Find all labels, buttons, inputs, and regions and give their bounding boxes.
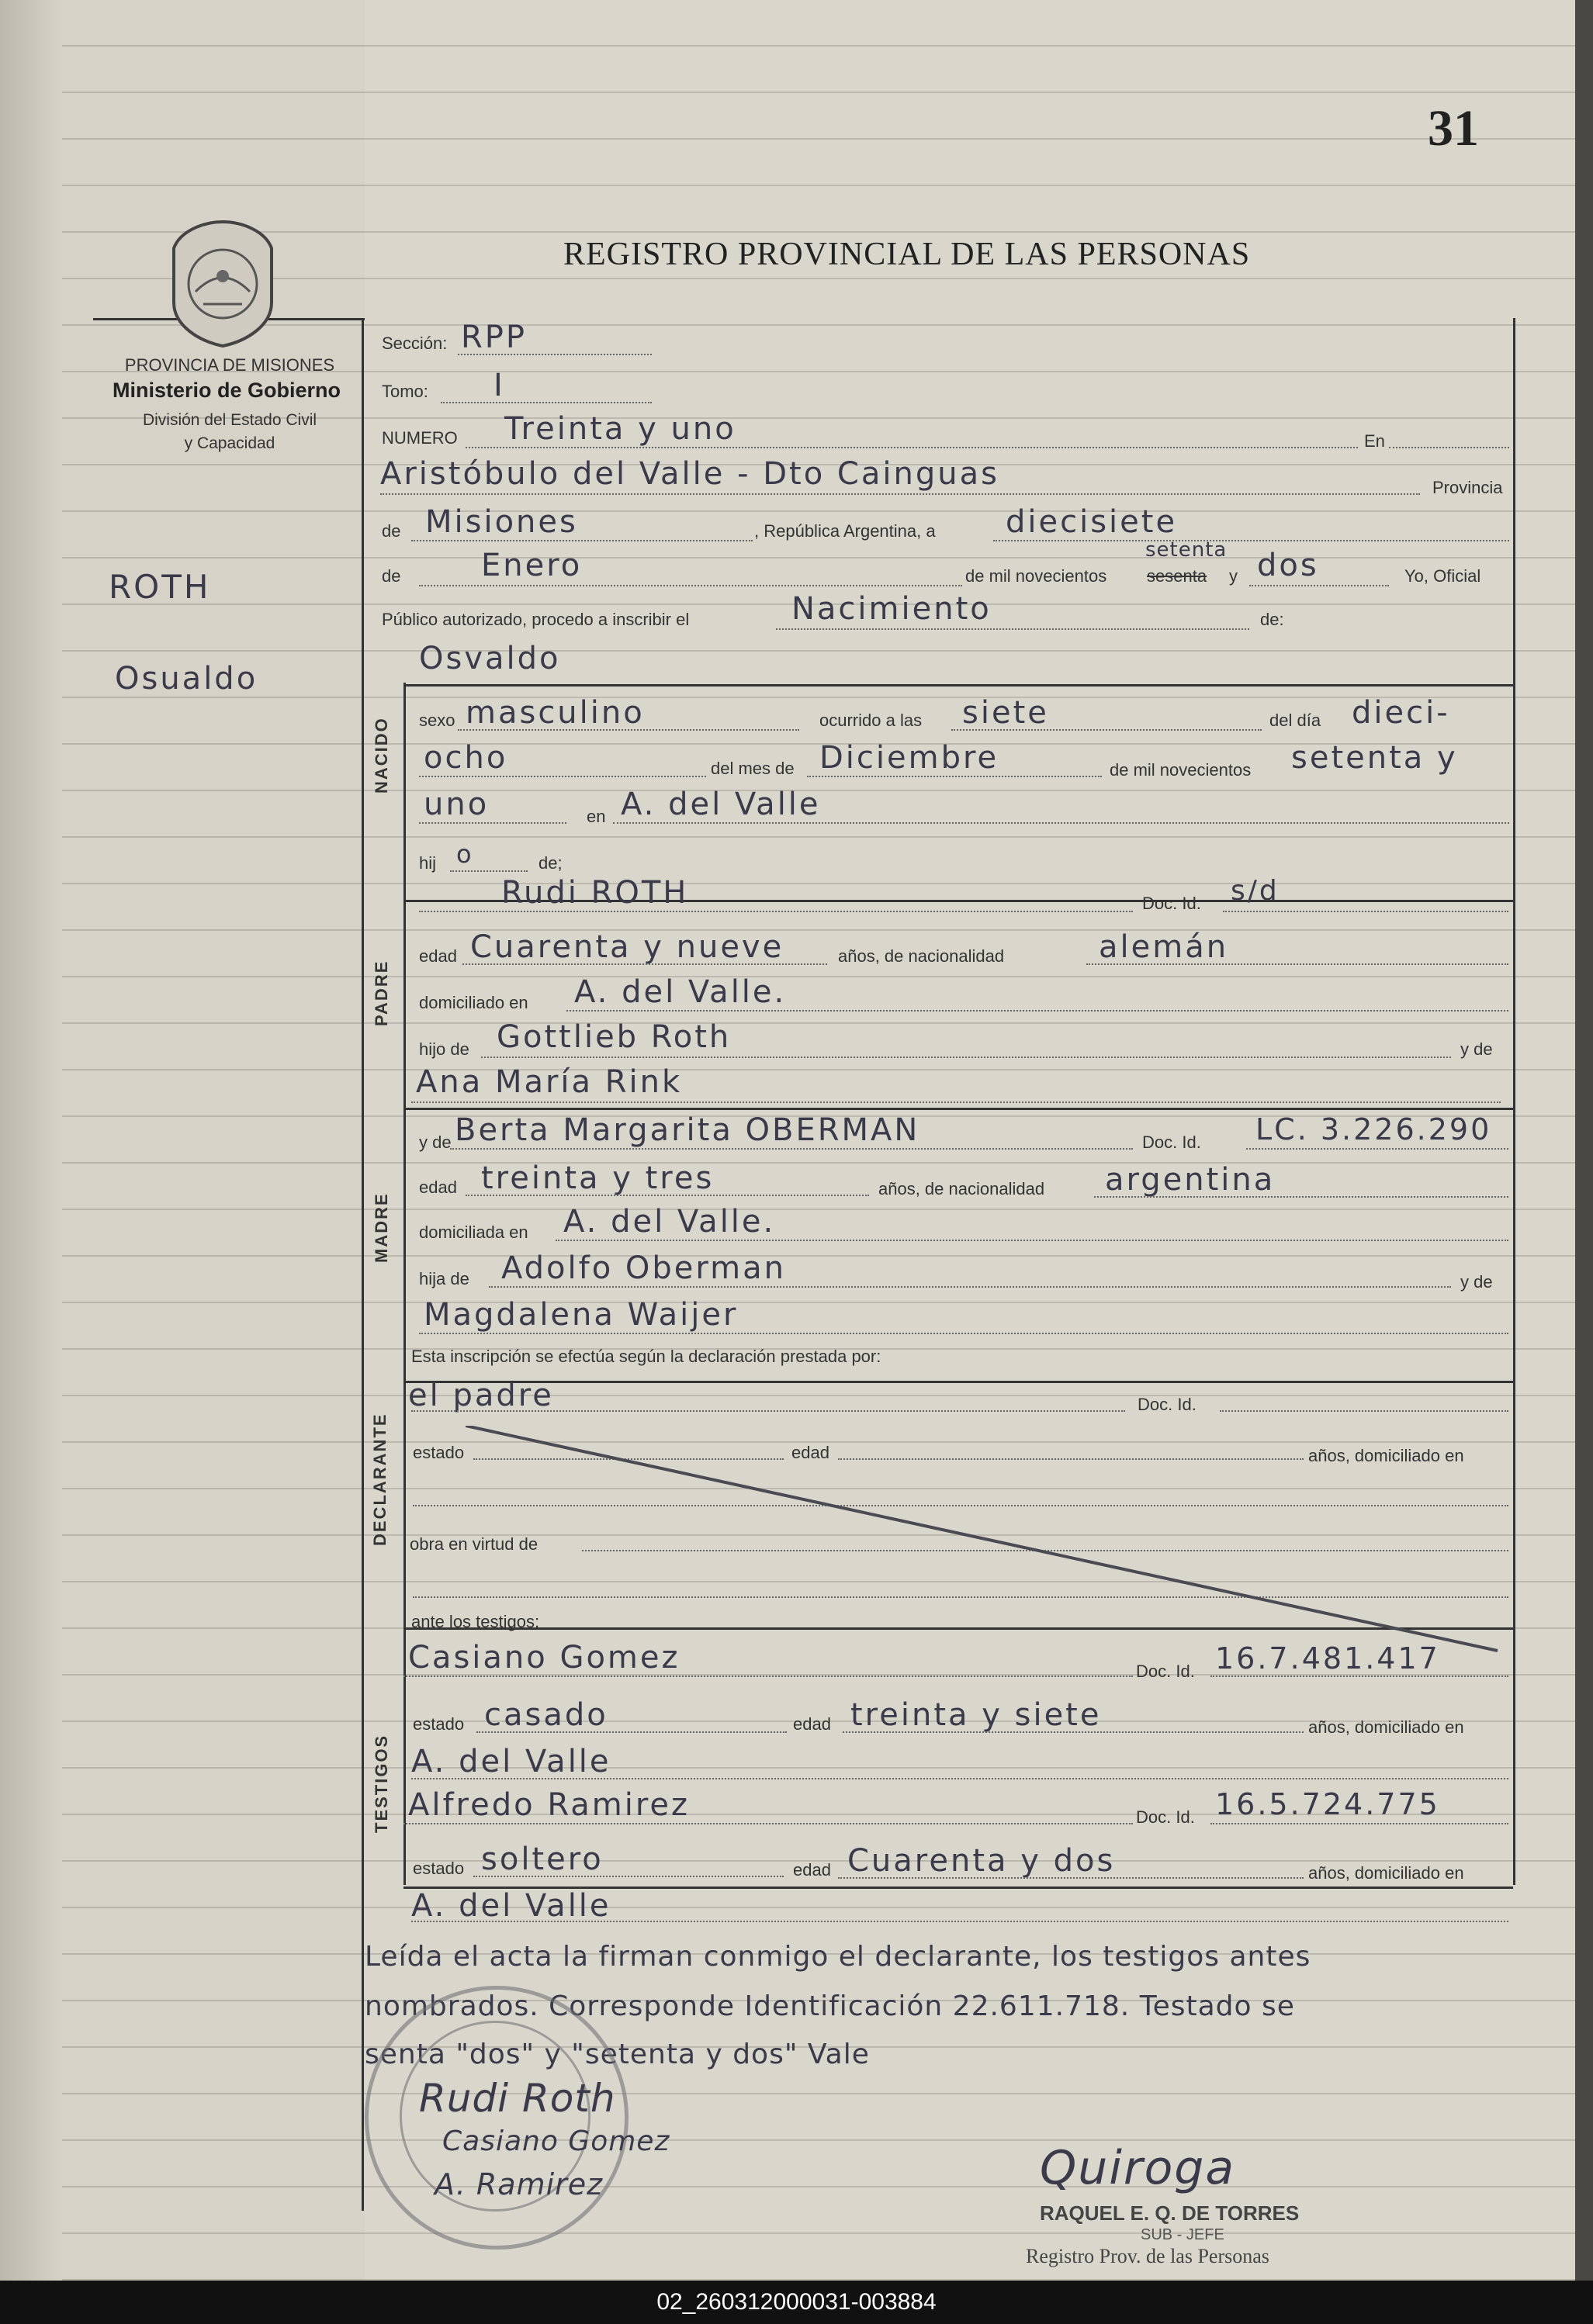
division-line-1: División del Estado Civil (142, 411, 317, 429)
label-tomo: Tomo: (382, 382, 428, 401)
label-madre-edad: edad (419, 1178, 457, 1197)
value-anio-unidad: dos (1257, 548, 1319, 583)
value-padre-dom: A. del Valle. (574, 974, 787, 1010)
signature-testigo-2: A. Ramirez (435, 2167, 604, 2201)
label-y: y (1229, 566, 1238, 586)
label-yo-oficial: Yo, Oficial (1404, 566, 1481, 586)
label-padre-y-de: y de (1460, 1039, 1493, 1059)
label-en-2: en (587, 807, 606, 826)
value-testigo2-estado: soltero (481, 1842, 604, 1877)
label-de-mes: de (382, 566, 401, 586)
label-de-mil-2: de mil novecientos (1110, 760, 1252, 780)
rule-declarante-top (403, 1381, 1513, 1383)
label-en: En (1364, 431, 1385, 451)
label-padre-dom: domiciliado en (419, 993, 528, 1012)
label-publico: Público autorizado, procedo a inscribir el (382, 610, 690, 629)
value-tomo: I (493, 368, 505, 403)
value-padre-nac: alemán (1099, 929, 1229, 965)
value-anio-nac-1: setenta y (1291, 740, 1458, 776)
label-testigo1-anos: años, domiciliado en (1308, 1717, 1464, 1737)
section-label-nacido: NACIDO (372, 717, 391, 794)
label-madre-hija-de: hija de (419, 1269, 469, 1288)
value-padre-madre: Ana María Rink (416, 1064, 683, 1100)
label-padre-doc: Doc. Id. (1142, 894, 1201, 913)
value-testigo1-doc: 16.7.481.417 (1215, 1641, 1440, 1676)
section-label-madre: MADRE (372, 1192, 391, 1263)
label-de-mil: de mil novecientos (965, 566, 1107, 586)
value-testigo2-edad: Cuarenta y dos (847, 1843, 1116, 1879)
value-nombre: Osvaldo (419, 641, 561, 676)
value-testigo2-dom: A. del Valle (411, 1888, 611, 1924)
label-testigo2-estado: estado (413, 1859, 465, 1878)
rule-madre-top (403, 1108, 1513, 1110)
value-mes: Enero (481, 548, 583, 583)
value-madre-edad: treinta y tres (481, 1160, 715, 1196)
label-padre-edad: edad (419, 946, 457, 966)
label-madre-dom: domiciliada en (419, 1223, 528, 1242)
value-inscribe: Nacimiento (791, 591, 992, 627)
label-testigo2-anos: años, domiciliado en (1308, 1863, 1464, 1883)
frame-left-line (362, 318, 364, 2211)
margin-surname: ROTH (109, 568, 211, 606)
section-label-testigos: TESTIGOS (372, 1734, 391, 1833)
margin-given-name: Osualdo (115, 661, 258, 697)
value-padre-edad: Cuarenta y nueve (470, 929, 784, 965)
value-madre-dom: A. del Valle. (563, 1204, 776, 1240)
frame-right-line (1513, 318, 1515, 1885)
label-padre-hijo-de: hijo de (419, 1039, 469, 1059)
label-declarante-edad: edad (791, 1443, 829, 1462)
label-madre-y-de-2: y de (1460, 1272, 1493, 1292)
value-dia-nac-2: ocho (424, 740, 508, 776)
value-lugar: Aristóbulo del Valle - Dto Cainguas (380, 456, 999, 492)
value-dia-nac-1: dieci- (1352, 695, 1450, 731)
label-testigo2-doc: Doc. Id. (1136, 1807, 1195, 1827)
value-testigo1-edad: treinta y siete (850, 1697, 1102, 1733)
value-dia: diecisiete (1006, 504, 1178, 540)
official-role: SUB - JEFE (1141, 2226, 1224, 2243)
value-hij-suffix: o (456, 839, 474, 869)
label-obra-virtud: obra en virtud de (410, 1534, 539, 1554)
value-padre-doc: s/d (1231, 875, 1280, 907)
label-de-colon-2: de; (539, 853, 563, 873)
value-testigo1-estado: casado (484, 1697, 608, 1733)
binding-edge (0, 0, 62, 2281)
label-declarante-anos: años, domiciliado en (1308, 1446, 1464, 1465)
label-ante-testigos: ante los testigos: (411, 1612, 540, 1631)
value-testigo1-dom: A. del Valle (411, 1744, 611, 1779)
section-divider-line (403, 683, 406, 1885)
value-padre-nombre: Rudi ROTH (501, 875, 689, 911)
value-testigo2: Alfredo Ramirez (408, 1787, 690, 1823)
label-republica: , República Argentina, a (754, 521, 936, 541)
label-numero: NUMERO (382, 428, 458, 448)
value-lugar-nac: A. del Valle (621, 787, 821, 822)
label-de-provincia: de (382, 521, 401, 541)
label-padre-anos: años, de nacionalidad (838, 946, 1005, 966)
official-name: RAQUEL E. Q. DE TORRES (1040, 2201, 1300, 2225)
value-madre-doc: LC. 3.226.290 (1255, 1112, 1492, 1146)
value-madre-nac: argentina (1105, 1162, 1276, 1198)
signature-oficial: Quiroga (1040, 2141, 1236, 2195)
label-testigo1-doc: Doc. Id. (1136, 1662, 1195, 1681)
section-label-declarante: DECLARANTE (370, 1413, 390, 1546)
value-anio-tachado: sesenta (1147, 566, 1207, 586)
label-madre-doc: Doc. Id. (1142, 1133, 1201, 1152)
page-number: 31 (1428, 100, 1479, 157)
signature-declarante: Rudi Roth (419, 2076, 616, 2121)
label-seccion: Sección: (382, 334, 448, 353)
value-sexo: masculino (466, 695, 645, 731)
section-label-padre: PADRE (372, 960, 391, 1026)
province-name: PROVINCIA DE MISIONES (124, 355, 335, 375)
value-provincia: Misiones (425, 504, 578, 540)
rule-nacido-top (403, 684, 1513, 686)
value-mes-nac: Diciembre (819, 740, 999, 776)
province-crest-icon (164, 217, 281, 349)
label-declarante-doc: Doc. Id. (1138, 1395, 1196, 1414)
value-padre-hijo-de: Gottlieb Roth (497, 1019, 732, 1055)
closing-line-1: Leída el acta la firman conmigo el declarante, los testigos antes (365, 1941, 1311, 1973)
archive-footer-id: 02_260312000031-003884 (0, 2281, 1593, 2324)
value-anio-nac-2: uno (424, 787, 490, 822)
label-testigo1-estado: estado (413, 1714, 465, 1734)
value-hora: siete (962, 695, 1049, 731)
value-testigo1: Casiano Gomez (408, 1640, 680, 1676)
label-hij: hij (419, 853, 437, 873)
ministry-name: Ministerio de Gobierno (112, 379, 341, 402)
label-declarante-estado: estado (413, 1443, 465, 1462)
value-madre-hija-de: Adolfo Oberman (501, 1250, 786, 1286)
value-madre-nombre: Berta Margarita OBERMAN (455, 1112, 920, 1148)
label-ocurrido: ocurrido a las (819, 711, 923, 730)
label-madre-anos: años, de nacionalidad (878, 1179, 1045, 1198)
closing-line-2: nombrados. Corresponde Identificación 22.611.718. Testado se (365, 1990, 1295, 2022)
value-anio-correccion: setenta (1145, 538, 1228, 562)
document-title: REGISTRO PROVINCIAL DE LAS PERSONAS (563, 237, 1251, 272)
closing-line-3: senta "dos" y "setenta y dos" Vale (365, 2039, 870, 2070)
signature-testigo-1: Casiano Gomez (442, 2125, 670, 2157)
value-declarante: el padre (408, 1378, 554, 1413)
label-madre-y-de: y de (419, 1133, 452, 1152)
label-del-mes: del mes de (711, 759, 795, 778)
value-testigo2-doc: 16.5.724.775 (1215, 1787, 1440, 1821)
value-madre-madre: Magdalena Waijer (424, 1297, 739, 1333)
strike-through-line (466, 1426, 1505, 1658)
label-esta-inscripcion: Esta inscripción se efectúa según la declaración prestada por: (411, 1347, 881, 1366)
label-provincia: Provincia (1432, 478, 1503, 497)
value-seccion: RPP (461, 320, 528, 355)
division-line-2: y Capacidad (184, 434, 275, 452)
label-testigo2-edad: edad (793, 1860, 831, 1880)
label-del-dia: del día (1269, 711, 1321, 730)
value-numero: Treinta y uno (504, 411, 736, 447)
official-office: Registro Prov. de las Personas (1026, 2245, 1269, 2267)
label-sexo: sexo (419, 711, 455, 730)
label-testigo1-edad: edad (793, 1714, 831, 1734)
label-de-colon: de: (1260, 610, 1284, 629)
